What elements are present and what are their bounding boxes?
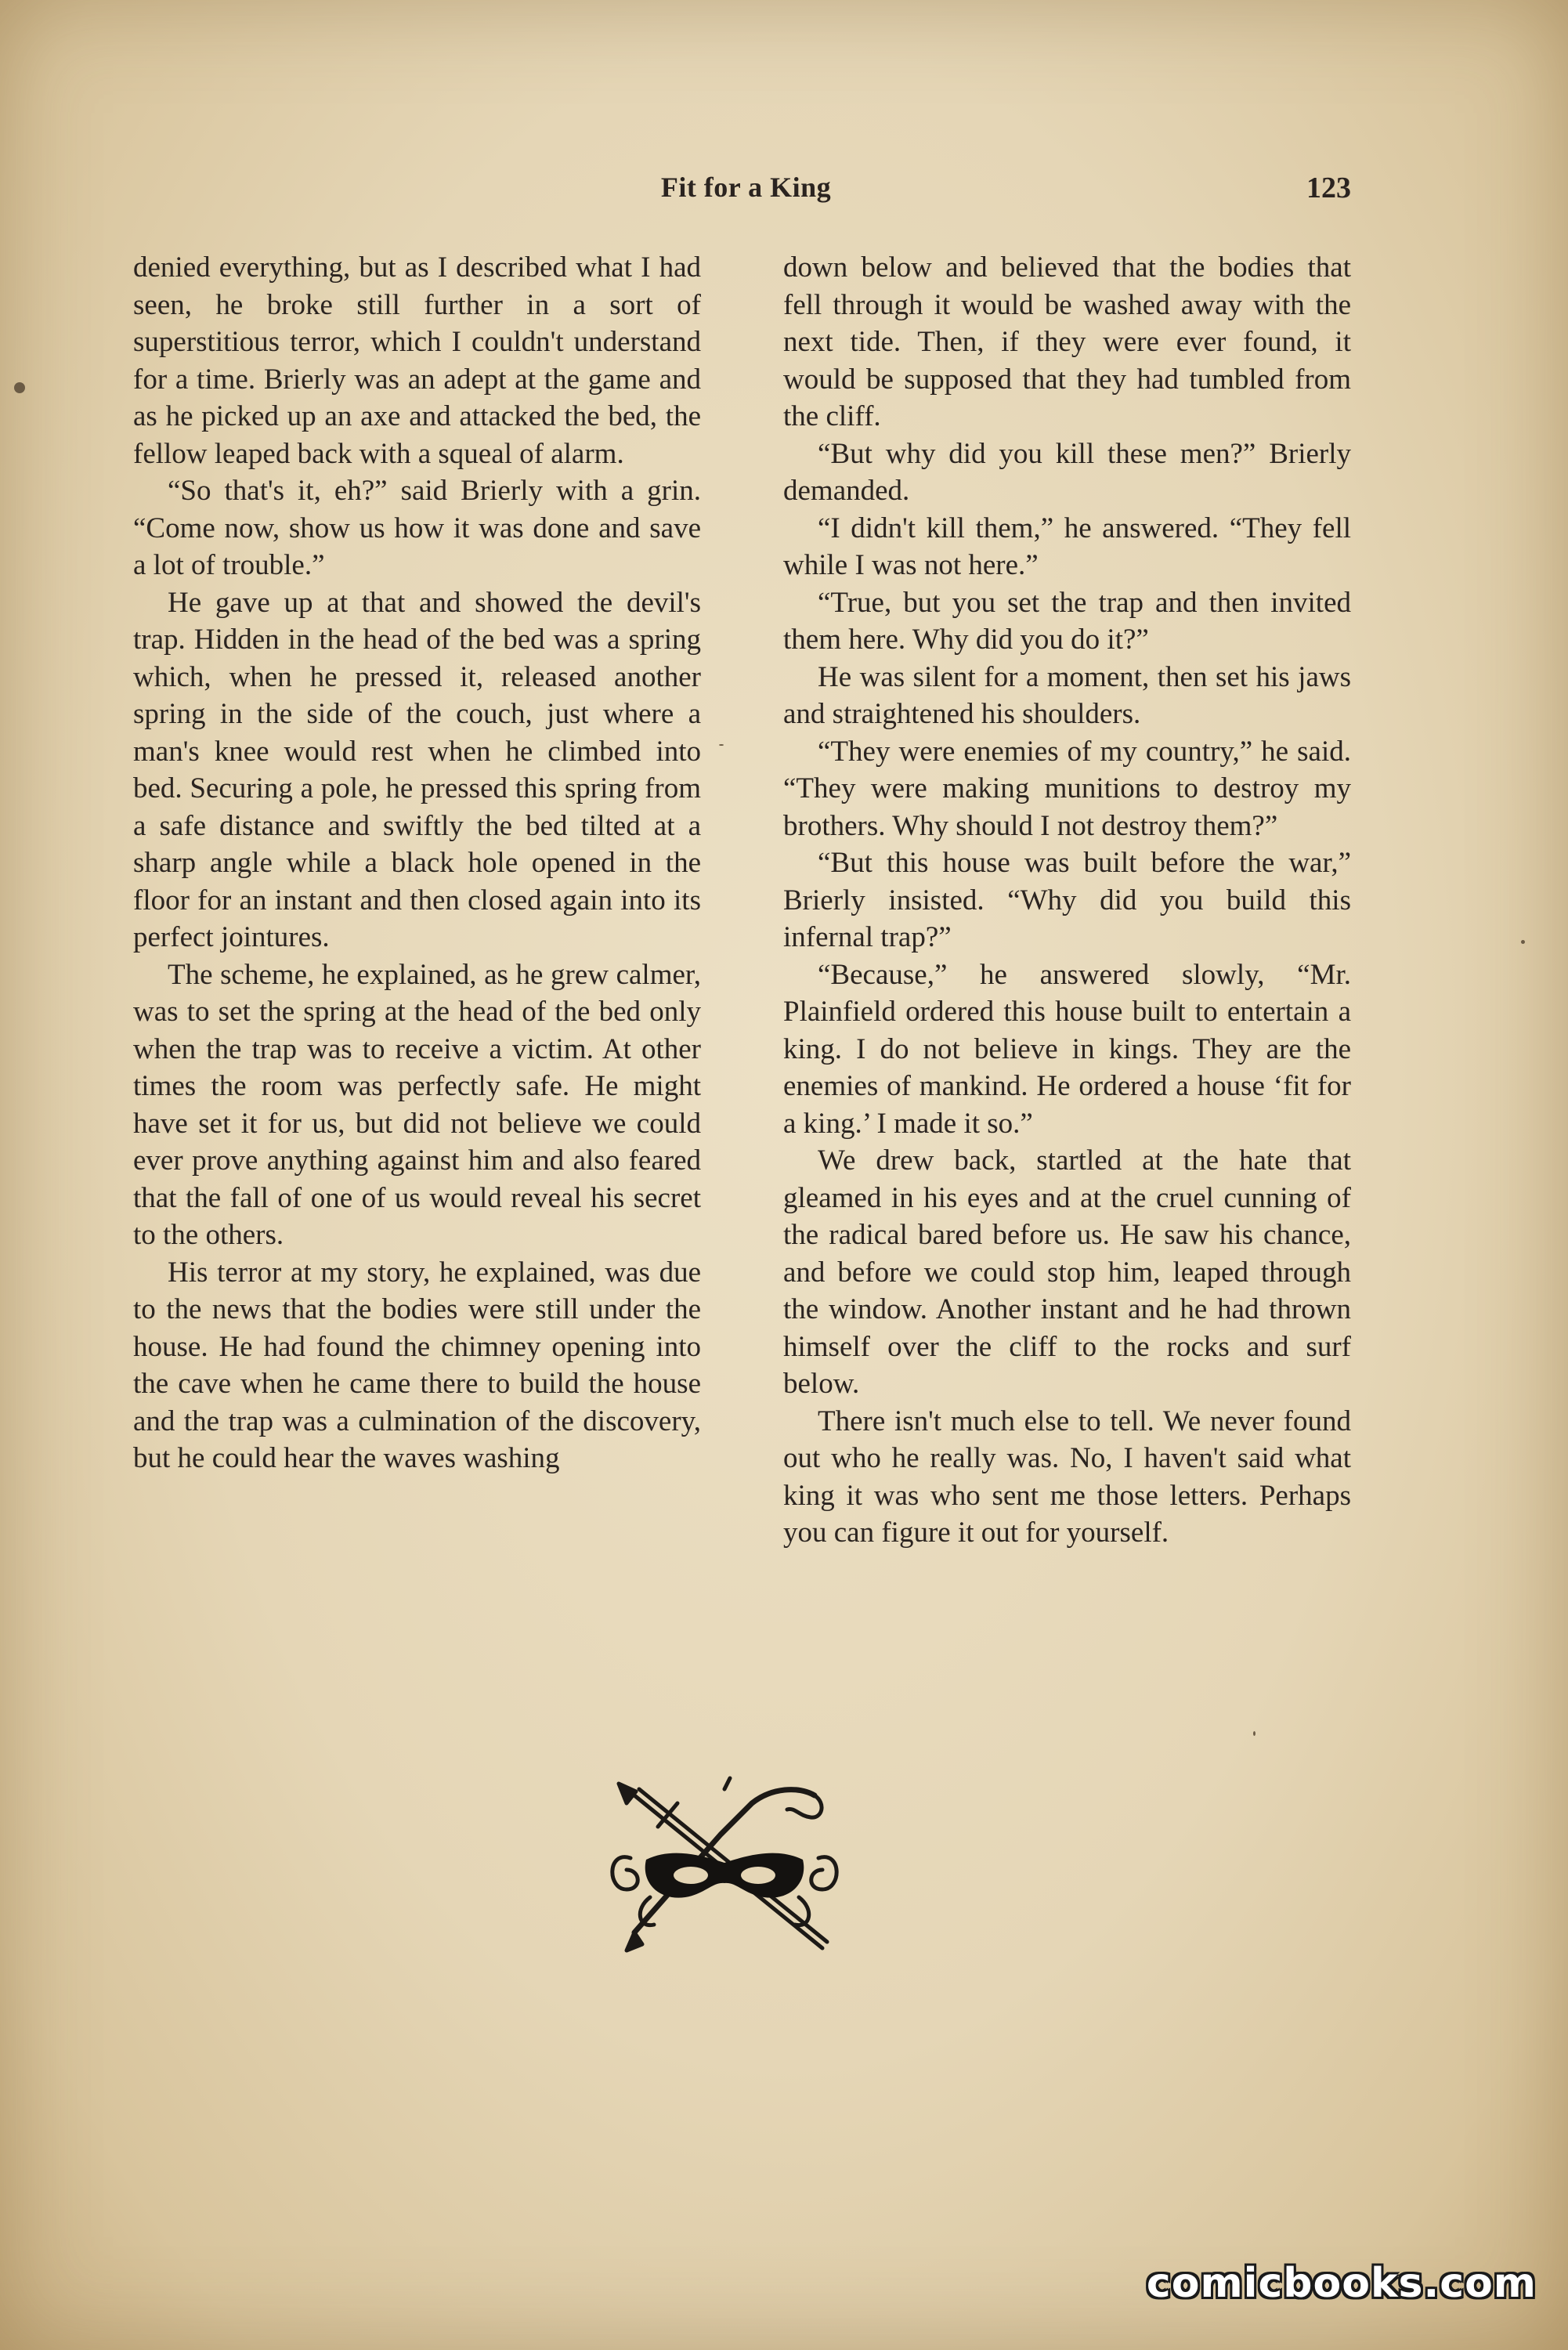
paragraph: “They were enemies of my country,” he said. “They were making munitions to destroy my brothers. Why should I not destroy them?”: [783, 735, 1351, 842]
text-column-left: [133, 249, 701, 1722]
paragraph: “But why did you kill these men?” Brierly demanded.: [783, 437, 1351, 507]
text-column-right: [783, 249, 1351, 1722]
paragraph: “I didn't kill them,” he answered. “They fell while I was not here.”: [783, 512, 1351, 581]
site-watermark: comicbooks.com: [1146, 2260, 1537, 2307]
paragraph: His terror at my story, he explained, was due to the news that the bodies were still under the house. He had found the chimney opening into the cave when he came there to build the house and the trap was a culmination of the discovery, but he could hear the waves washing: [133, 1256, 701, 1474]
paragraph: “So that's it, eh?” said Brierly with a grin. “Come now, show us how it was done and save a lot of trouble.”: [133, 475, 701, 581]
paragraph: He gave up at that and showed the devil's trap. Hidden in the head of the bed was a spring which, when he pressed it, released another spring in the side of the couch, just where a man's knee would rest when he climbed into bed. Securing a pole, he pressed this spring from a safe distance and swiftly the bed tilted at a sharp angle while a black hole opened in the floor for an instant and then closed again into its perfect jointures.: [133, 586, 701, 953]
paragraph: We drew back, startled at the hate that gleamed in his eyes and at the cruel cunning of the radical bared before us. He saw his chance, and before we could stop him, leaped through the window. Another instant and he had thrown himself over the cliff to the rocks and surf below.: [783, 1144, 1351, 1400]
paragraph: The scheme, he explained, as he grew calmer, was to set the spring at the head of the bed only when the trap was to receive a victim. At other times the room was perfectly safe. He might have set it for us, but did not believe we could ever prove anything against him and also feared that the fall of one of us would reveal his secret to the others.: [133, 958, 701, 1251]
mask-dagger-pistol-icon: [603, 1772, 846, 1960]
story-text: [133, 249, 1351, 1722]
page-header: [141, 171, 1351, 218]
ink-speck: [1521, 940, 1525, 944]
paragraph: “But this house was built before the war,” Brierly insisted. “Why did you build this infernal trap?”: [783, 847, 1351, 953]
paragraph: down below and believed that the bodies that fell through it would be washed away with the next tide. Then, if they were ever found, it would be supposed that they had tumbled from the cliff.: [783, 251, 1351, 432]
page-number: 123: [1306, 172, 1351, 204]
paragraph: There isn't much else to tell. We never found out who he really was. No, I haven't said what king it was who sent me those letters. Perhaps you can figure it out for yourself.: [783, 1405, 1351, 1549]
ink-speck: [14, 382, 25, 393]
paragraph: He was silent for a moment, then set his jaws and straightened his shoulders.: [783, 660, 1351, 730]
running-title: Fit for a King: [660, 172, 832, 203]
paragraph: denied everything, but as I described what I had seen, he broke still further in a sort of superstitious terror, which I couldn't understand for a time. Brierly was an adept at the game and as he picked up an axe and attacked the bed, the fellow leaped back with a squeal of alarm.: [133, 251, 701, 470]
paragraph: “Because,” he answered slowly, “Mr. Plainfield ordered this house built to entertain a king. I do not believe in kings. They are the enemies of mankind. He ordered a house ‘fit for a king.’ I made it so.”: [783, 958, 1351, 1140]
paragraph: “True, but you set the trap and then invited them here. Why did you do it?”: [783, 586, 1351, 656]
ink-speck: [1253, 1731, 1255, 1736]
